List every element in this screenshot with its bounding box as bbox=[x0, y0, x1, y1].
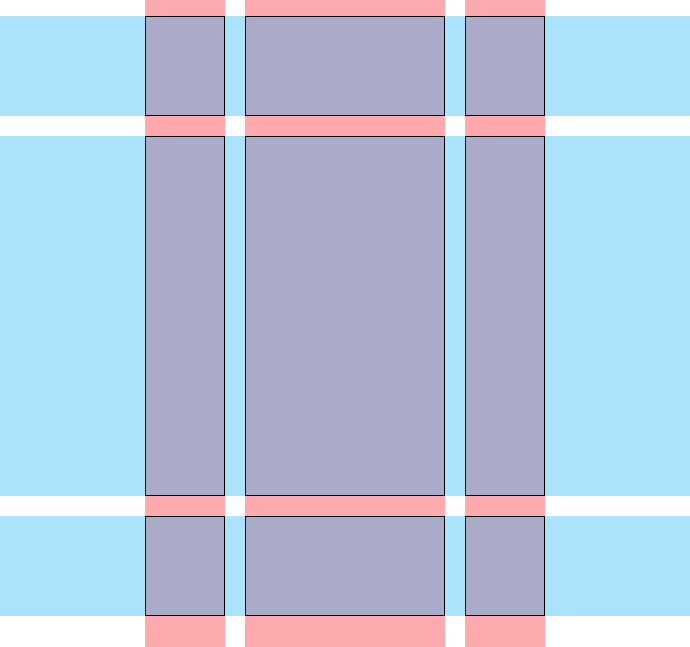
grid-cell-r3-c1 bbox=[145, 516, 225, 616]
grid-cell-r2-c2 bbox=[245, 136, 445, 496]
grid-cell-r2-c1 bbox=[145, 136, 225, 496]
grid-cell-r1-c1 bbox=[145, 16, 225, 116]
grid-cell-r2-c3 bbox=[465, 136, 545, 496]
grid-cell-r1-c3 bbox=[465, 16, 545, 116]
grid-cell-r3-c3 bbox=[465, 516, 545, 616]
grid-cell-r1-c2 bbox=[245, 16, 445, 116]
grid-cell-r3-c2 bbox=[245, 516, 445, 616]
